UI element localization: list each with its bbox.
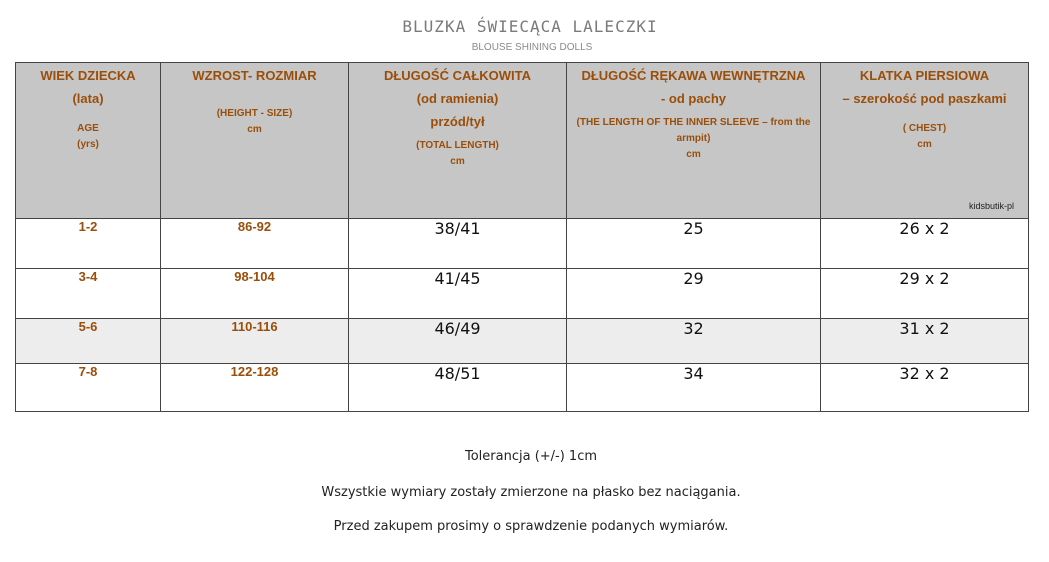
size-cell: 98-104 bbox=[161, 269, 349, 319]
length-cell: 48/51 bbox=[349, 364, 567, 412]
sleeve-cell: 34 bbox=[567, 364, 821, 412]
size-cell: 122-128 bbox=[161, 364, 349, 412]
header-height-unit: cm bbox=[247, 124, 262, 135]
header-length-front-back: przód/tył bbox=[430, 114, 485, 129]
watermark-text: kidsbutik-pl bbox=[968, 201, 1014, 211]
header-age-en-unit: (yrs) bbox=[77, 139, 99, 150]
header-age-en: AGE bbox=[77, 123, 99, 134]
size-chart-table bbox=[15, 62, 1029, 412]
sleeve-cell: 29 bbox=[567, 269, 821, 319]
chest-cell: 32 x 2 bbox=[821, 364, 1029, 412]
header-age bbox=[16, 63, 161, 219]
size-cell: 110-116 bbox=[161, 319, 349, 364]
header-chest-title: KLATKA PIERSIOWA bbox=[859, 68, 990, 83]
measurement-note: Wszystkie wymiary zostały zmierzone na płasko bez naciągania. bbox=[321, 485, 741, 500]
header-sleeve-title: DŁUGOŚĆ RĘKAWA WEWNĘTRZNA bbox=[581, 68, 806, 83]
header-chest-sub: – szerokość pod paszkami bbox=[842, 91, 1007, 106]
age-cell: 5-6 bbox=[16, 319, 161, 364]
length-cell: 38/41 bbox=[349, 219, 567, 269]
age-cell: 7-8 bbox=[16, 364, 161, 412]
size-cell: 86-92 bbox=[161, 219, 349, 269]
header-age-title: WIEK DZIECKA bbox=[40, 68, 136, 83]
sleeve-cell: 25 bbox=[567, 219, 821, 269]
table-row bbox=[16, 319, 1029, 364]
chest-cell: 29 x 2 bbox=[821, 269, 1029, 319]
length-cell: 41/45 bbox=[349, 269, 567, 319]
table-row bbox=[16, 219, 1029, 269]
age-cell: 3-4 bbox=[16, 269, 161, 319]
header-age-unit: (lata) bbox=[72, 91, 104, 106]
table-row bbox=[16, 269, 1029, 319]
length-cell: 46/49 bbox=[349, 319, 567, 364]
sleeve-cell: 32 bbox=[567, 319, 821, 364]
header-sleeve-en: (THE LENGTH OF THE INNER SLEEVE – from the armpit) bbox=[576, 117, 811, 144]
header-length-unit: cm bbox=[450, 156, 465, 167]
header-length bbox=[349, 63, 567, 219]
header-length-en: (TOTAL LENGTH) bbox=[416, 140, 499, 151]
header-length-title: DŁUGOŚĆ CAŁKOWITA bbox=[383, 68, 532, 83]
header-sleeve bbox=[567, 63, 821, 219]
header-row bbox=[16, 63, 1029, 219]
header-height bbox=[161, 63, 349, 219]
age-cell: 1-2 bbox=[16, 219, 161, 269]
table-row bbox=[16, 364, 1029, 412]
header-height-title: WZROST- ROZMIAR bbox=[192, 68, 317, 83]
header-sleeve-sub: - od pachy bbox=[660, 91, 726, 106]
header-chest-unit: cm bbox=[917, 139, 932, 150]
chest-cell: 31 x 2 bbox=[821, 319, 1029, 364]
check-note: Przed zakupem prosimy o sprawdzenie podanych wymiarów. bbox=[333, 519, 729, 534]
header-chest-en: ( CHEST) bbox=[902, 123, 947, 134]
header-height-en: (HEIGHT - SIZE) bbox=[216, 108, 293, 119]
tolerance-note: Tolerancja (+/-) 1cm bbox=[464, 449, 598, 464]
header-length-sub: (od ramienia) bbox=[416, 91, 499, 106]
page-subtitle: BLOUSE SHINING DOLLS bbox=[471, 42, 593, 53]
chest-cell: 26 x 2 bbox=[821, 219, 1029, 269]
page-title: BLUZKA ŚWIECĄCA LALECZKI bbox=[402, 17, 658, 36]
header-sleeve-unit: cm bbox=[686, 149, 701, 160]
header-chest bbox=[821, 63, 1029, 219]
